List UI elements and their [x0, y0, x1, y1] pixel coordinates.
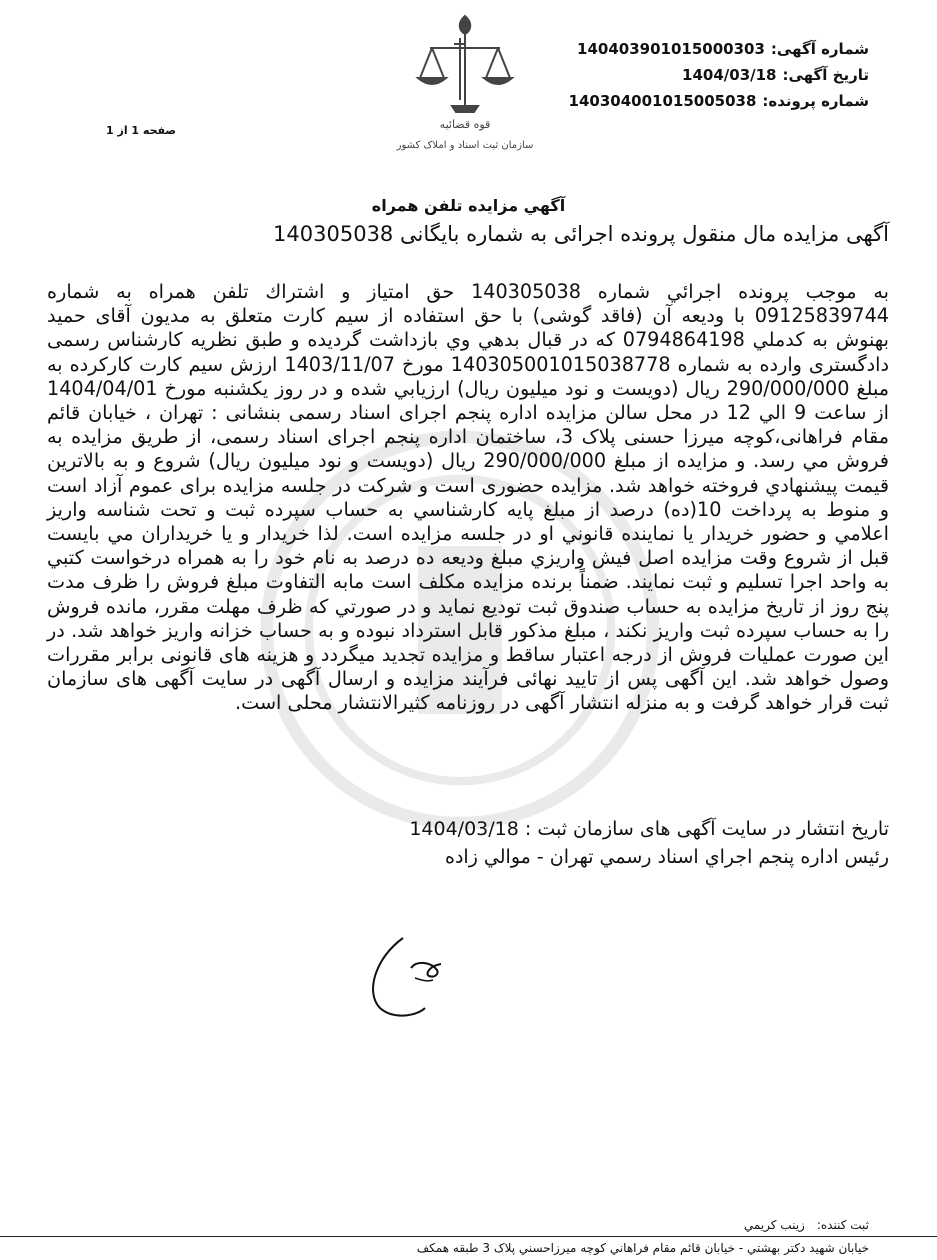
ad-number: 14040390101500030​3 — [577, 40, 765, 58]
footer-divider — [0, 1236, 937, 1237]
notice-body: به موجب پرونده اجرائي شماره 140305038 حق امتياز و اشتراك تلفن همراه به شماره 09125839744 با وديعه آن (فاقد گوشی) با حق استفاده از سیم کارت متعلق به مدیون آقای حمید بهنوش به کدملي 0794864198 که در قبال بدهي وي بازداشت گرديده و طبق نظريه کارشناس رسمی دادگستری وارده به شماره 140305001015038778 مورخ 1403/11/07 ارزش سیم کارت کارکرده به مبلغ 290/000/000 ريال (دویست و نود میلیون ريال) ارزيابي شده و در روز يکشنبه مورخ 1404/04/01 از ساعت 9 الي 12 در محل سالن مزایده اداره پنجم اجرای اسناد رسمی بنشانی : تهران ، خیابان قائم مقام فراهانی،کوچه میرزا حسنی پلاک 3، ساختمان اداره پنجم اجرای اسناد رسمی، از طريق مزايده به فروش مي رسد. و مزايده از مبلغ 290/000/000 ريال (دویست و نود میلیون ريال) شروع و به بالاترين قيمت پيشنهادي فروخته خواهد شد. مزايده حضوری است و شرکت در جلسه مزايده برای عموم آزاد است و منوط به پرداخت 10(ده) درصد از مبلغ پايه کارشناسي به حساب سپرده ثبت و تحت شناسه واريز اعلامي و حضور خريدار يا نماينده قانوني او در جلسه مزايده است. لذا خريدار و يا خريداران مي بايست قبل از شروع وقت مزايده اصل فيش واريزي مبلغ وديعه ده درصد به نام خود را به همراه درخواست کتبي به واحد اجرا تسليم و ثبت نمايند. ضمناً برنده مزايده مکلف است مابه التفاوت مبلغ فروش را ظرف مدت پنج روز از تاريخ مزايده به حساب صندوق ثبت توديع نمايد و در صورتي كه ظرف مهلت مقرر، مانده فروش را به حساب سپرده ثبت واريز نكند ، مبلغ مذكور قابل استرداد نبوده و به حساب خزانه واريز خواهد شد. در اين صورت عمليات فروش از درجه اعتبار ساقط و مزايده تجديد ميگردد و هزینه های قانونی برابر مقررات وصول خواهد شد. این آگهی پس از تایید نهائی فرآیند مزایده و ارسال آگهی در سایت آگهی های سازمان ثبت قرار خواهد گرفت و به منزله انتشار آگهی در روزنامه کثیرالانتشار محلی است. — [47, 280, 890, 715]
ad-number-line — [549, 36, 869, 62]
ad-date: 1404/03/18 — [682, 66, 777, 84]
judiciary-scales-emblem-icon — [380, 8, 550, 158]
case-number-label: شماره پرونده: — [762, 92, 869, 110]
handwritten-signature-icon — [345, 908, 470, 1038]
chief-signatory: رئيس اداره پنجم اجراي اسناد رسمي تهران - موالي زاده — [445, 846, 889, 868]
case-number-line — [549, 88, 869, 114]
ad-date-label: تاریخ آگهی: — [782, 66, 869, 84]
emblem-text-2: سازمان ثبت اسناد و املاک کشور — [396, 140, 534, 151]
publication-date-line — [409, 818, 889, 840]
emblem-text-1: قوه قضائیه — [439, 118, 491, 131]
registrar-line — [744, 1218, 869, 1232]
publication-date-label: تاریخ انتشار در سایت آگهی های سازمان ثبت : — [524, 818, 889, 840]
page-title: آگهي مزايده تلفن همراه — [371, 196, 566, 215]
registrar-label: ثبت کننده: — [816, 1218, 869, 1232]
page-subtitle: آگهی مزایده مال منقول پرونده اجرائی به شماره بایگانی 140305038 — [273, 222, 889, 246]
header-meta — [549, 36, 869, 114]
case-number: 140304001015005038 — [568, 92, 757, 110]
page-number: صفحه 1 از 1 — [106, 124, 177, 137]
ad-date-line — [549, 62, 869, 88]
ad-number-label: شماره آگهی: — [770, 40, 869, 58]
office-address: خيابان شهيد دكتر بهشتي - خيابان قائم مقام فراهاني كوچه ميرزاحسني پلاک 3 طبقه همكف — [416, 1241, 869, 1255]
publication-date: 1404/03/18 — [409, 818, 519, 840]
registrar-name: زينب كريمي — [743, 1218, 805, 1232]
